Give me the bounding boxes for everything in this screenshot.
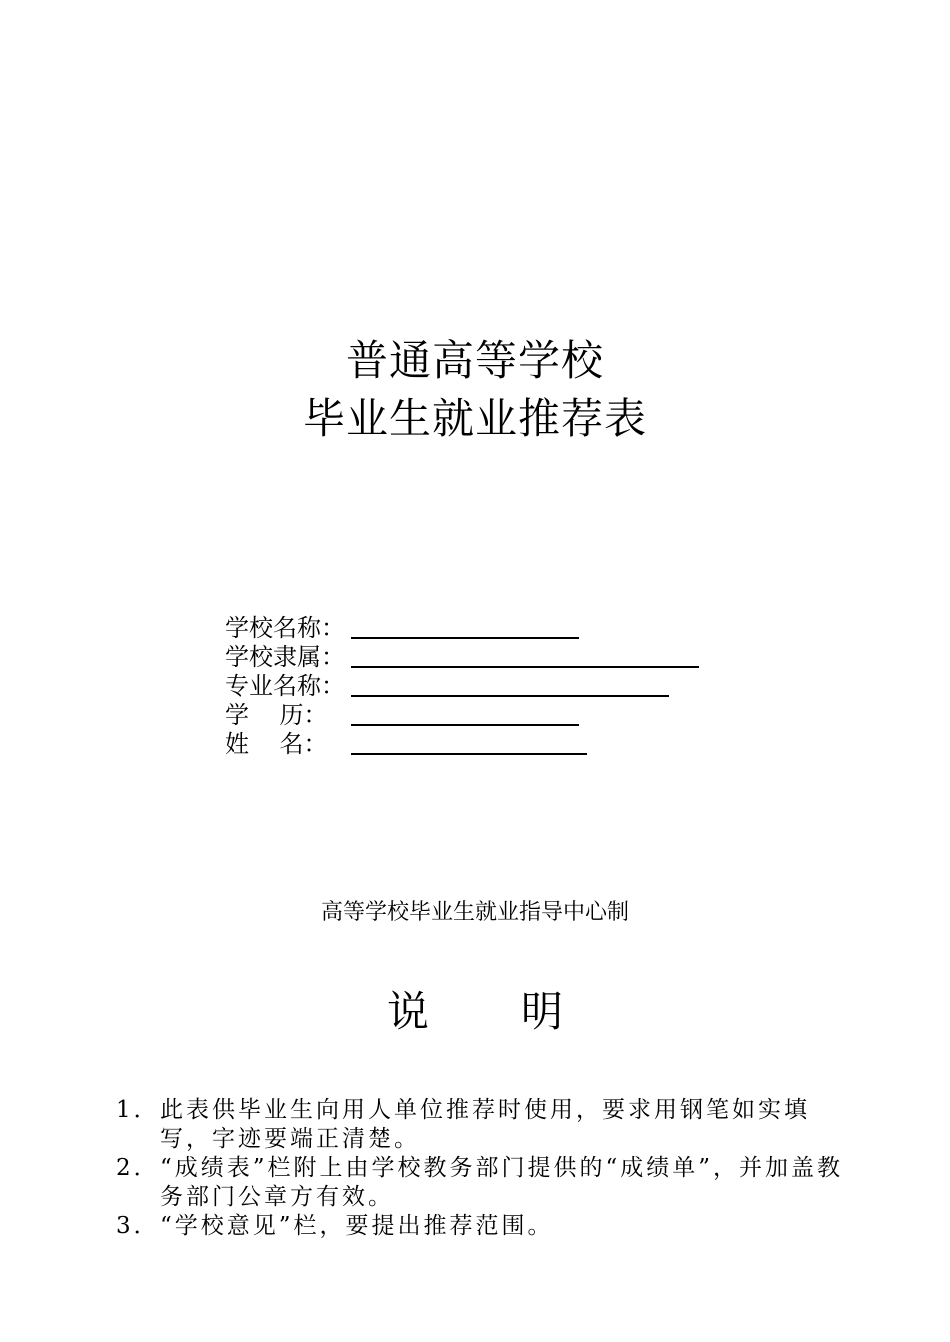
field-education (225, 701, 699, 730)
field-label: 学 历： (225, 701, 328, 729)
field-label: 专业名称： (225, 672, 345, 700)
explanation-heading (0, 984, 950, 1040)
field-school-name (225, 614, 699, 643)
field-name (225, 730, 699, 759)
note-text: “学校意见”栏，要提出推荐范围。 (160, 1213, 554, 1239)
title-line-1: 普通高等学校 (345, 336, 604, 385)
field-label: 学校隶属： (225, 643, 345, 671)
field-school-affiliation (225, 643, 699, 672)
explanation-notes (116, 1096, 846, 1241)
note-number: 2． (116, 1155, 160, 1181)
issuer-text: 高等学校毕业生就业指导中心制 (320, 900, 629, 925)
note-item (116, 1212, 846, 1241)
info-fields (225, 614, 699, 759)
heading-char-right: 明 (521, 987, 564, 1036)
note-number: 3． (116, 1213, 160, 1239)
fill-in-line[interactable] (351, 615, 579, 639)
field-label: 姓 名： (225, 730, 328, 758)
fill-in-line[interactable] (351, 702, 579, 726)
note-item (116, 1096, 846, 1154)
note-text: “成绩表”栏附上由学校教务部门提供的“成绩单”，并加盖教务部门公章方有效。 (160, 1155, 844, 1210)
field-major-name (225, 672, 699, 701)
note-text: 此表供毕业生向用人单位推荐时使用，要求用钢笔如实填写，字迹要端正清楚。 (160, 1097, 810, 1152)
field-label: 学校名称： (225, 614, 345, 642)
heading-char-left: 说 (386, 987, 429, 1036)
title-line-2: 毕业生就业推荐表 (302, 394, 647, 443)
note-number: 1． (116, 1097, 160, 1123)
fill-in-line[interactable] (351, 644, 699, 668)
note-item (116, 1154, 846, 1212)
fill-in-line[interactable] (351, 731, 587, 755)
document-title (0, 332, 950, 448)
fill-in-line[interactable] (351, 673, 669, 697)
